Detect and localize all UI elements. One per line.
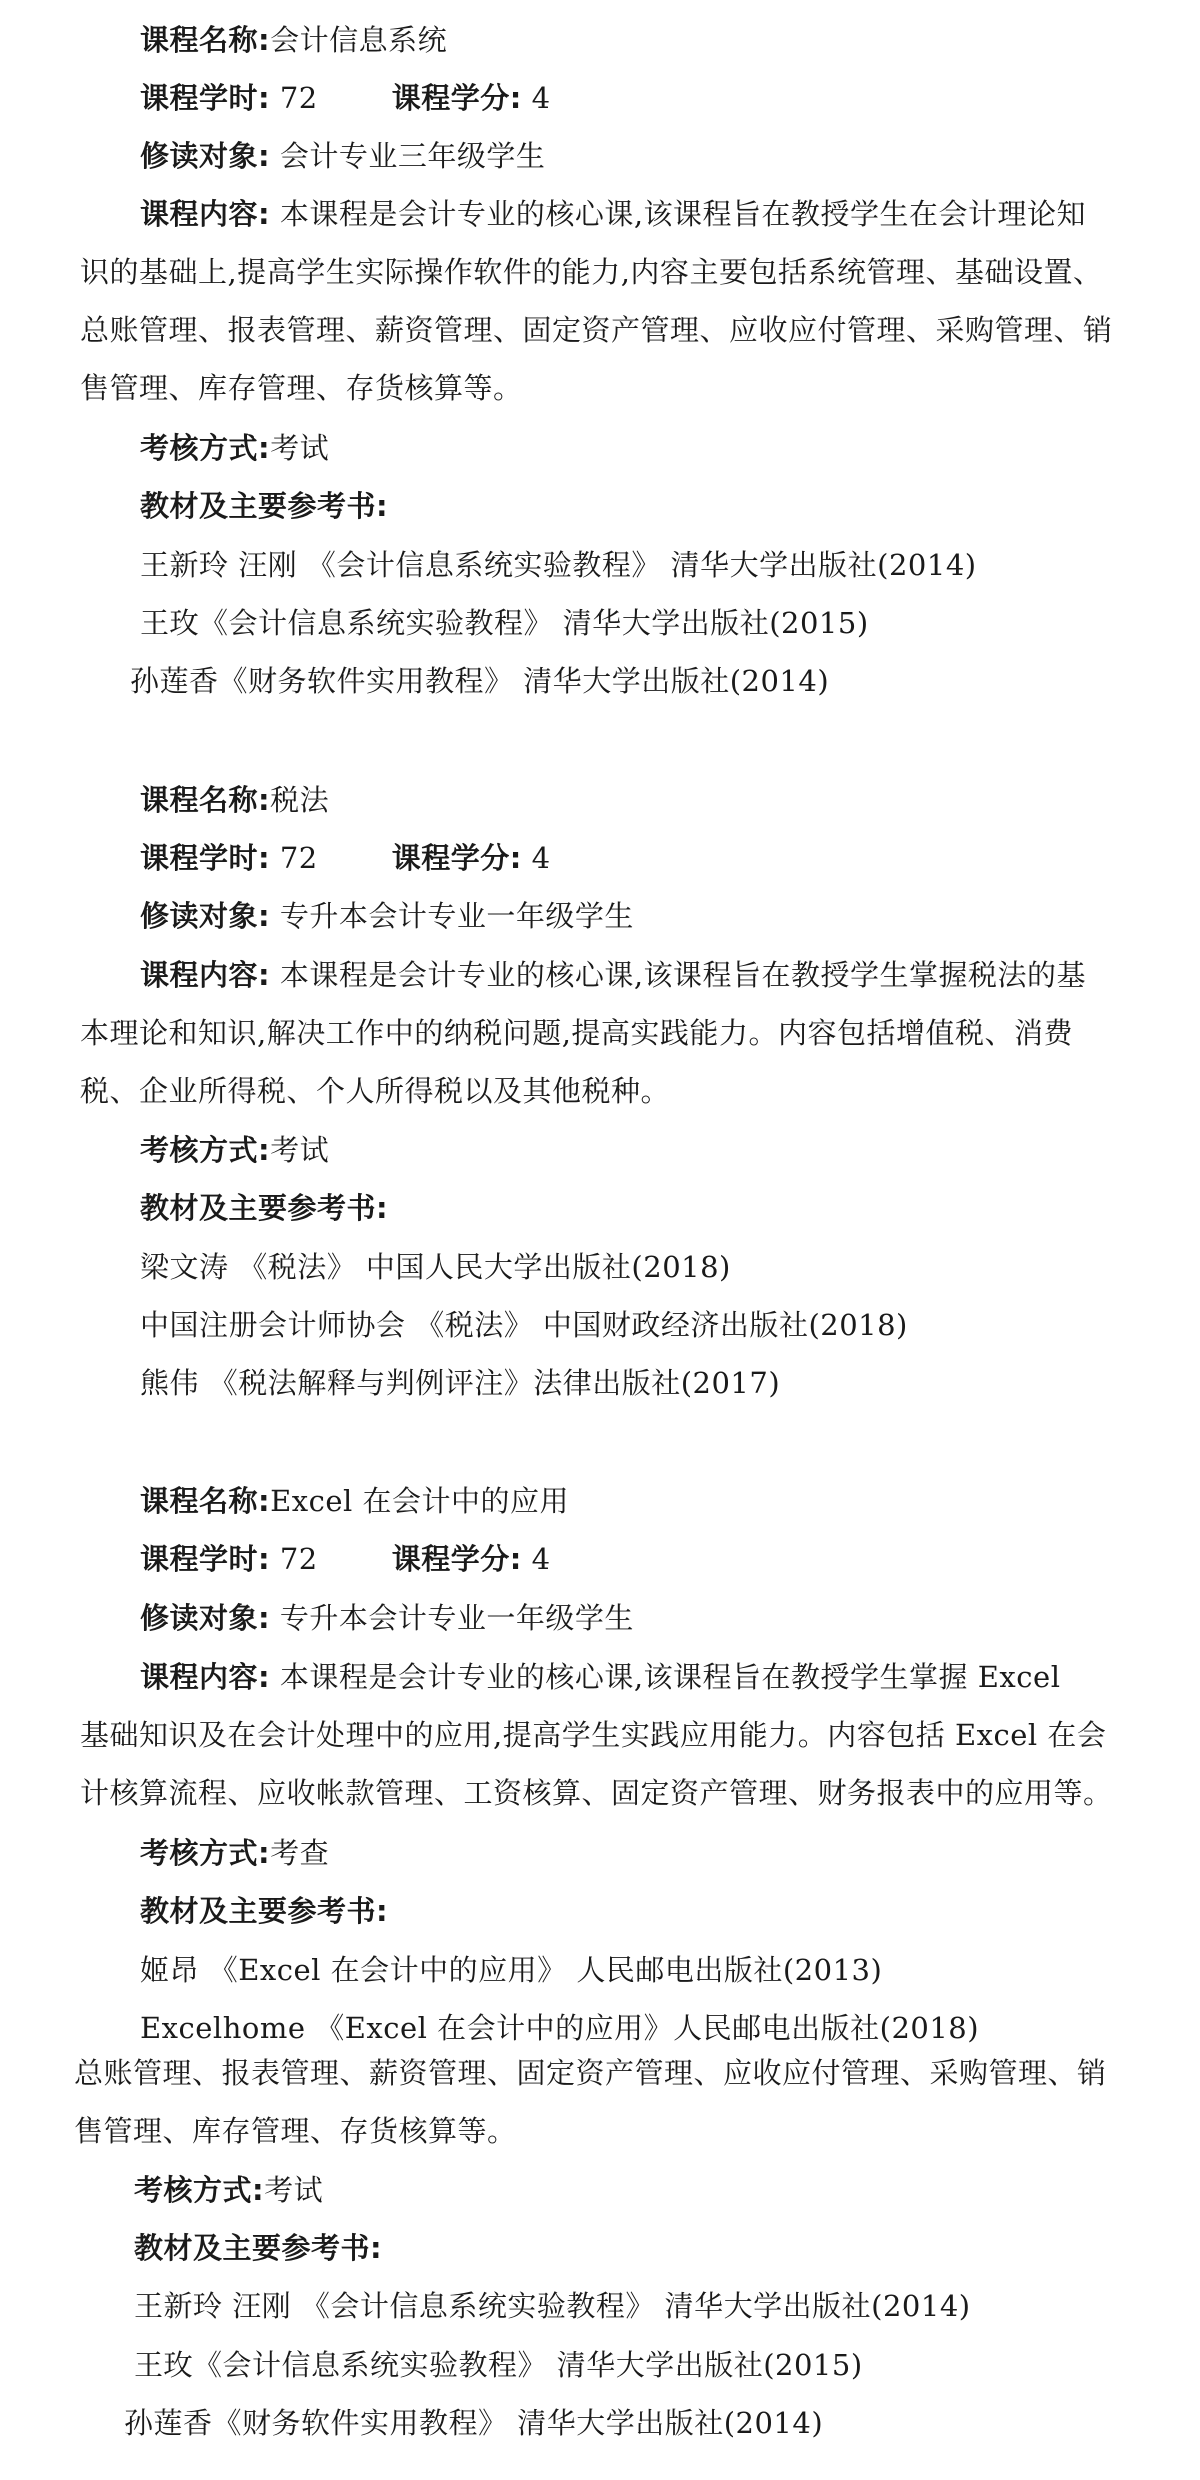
course-target-line: [140, 1601, 634, 1635]
course-hours-label: 课程学时:: [140, 841, 271, 875]
course-target: 会计专业三年级学生: [279, 139, 546, 173]
course-assessment: 考试: [270, 1133, 330, 1167]
course-hours-line: [140, 1542, 551, 1576]
course-content-label: 课程内容:: [140, 958, 271, 992]
fragment-content: [74, 2044, 1107, 2160]
course-hours-line: [140, 81, 551, 115]
course-name-line: [140, 783, 330, 817]
fragment-assessment-label: 考核方式:: [134, 2173, 265, 2207]
course-content-label: 课程内容:: [140, 1660, 271, 1694]
course-assessment-line: [140, 1836, 330, 1870]
course-assessment-line: [140, 1133, 330, 1167]
course-credits-label: 课程学分:: [391, 81, 522, 115]
fragment-content-line: 售管理、库存管理、存货核算等。: [74, 2114, 517, 2148]
course-credits: 4: [531, 81, 551, 115]
course-content-line: 识的基础上,提高学生实际操作软件的能力,内容主要包括系统管理、基础设置、: [80, 255, 1103, 289]
course-assessment-line: [140, 431, 330, 465]
course-books-label: 教材及主要参考书:: [140, 1894, 389, 1928]
course-assessment-label: 考核方式:: [140, 431, 271, 465]
course-content-line: 税、企业所得税、个人所得税以及其他税种。: [80, 1074, 671, 1108]
course-target: 专升本会计专业一年级学生: [279, 1601, 634, 1635]
course-name: 会计信息系统: [270, 23, 448, 57]
course-hours: 72: [279, 841, 318, 875]
course-book-item: 王新玲 汪刚 《会计信息系统实验教程》 清华大学出版社(2014): [140, 548, 977, 582]
course-content-line: 计核算流程、应收帐款管理、工资核算、固定资产管理、财务报表中的应用等。: [80, 1776, 1113, 1810]
course-assessment: 考查: [270, 1836, 330, 1870]
course-target-label: 修读对象:: [140, 1601, 271, 1635]
fragment-content-line: 总账管理、报表管理、薪资管理、固定资产管理、应收应付管理、采购管理、销: [74, 2056, 1107, 2090]
course-books-heading: [140, 1894, 389, 1928]
fragment-books-heading: [134, 2231, 383, 2265]
course-name-label: 课程名称:: [140, 1484, 271, 1518]
course-credits: 4: [531, 1542, 551, 1576]
fragment-book-item: 王玫《会计信息系统实验教程》 清华大学出版社(2015): [134, 2348, 863, 2382]
course-content-line: 基础知识及在会计处理中的应用,提高学生实践应用能力。内容包括 Excel 在会: [80, 1718, 1107, 1752]
course-name: Excel 在会计中的应用: [270, 1484, 570, 1518]
course-name-line: [140, 23, 448, 57]
course-name: 税法: [270, 783, 330, 817]
course-assessment-label: 考核方式:: [140, 1836, 271, 1870]
course-target-label: 修读对象:: [140, 899, 271, 933]
course-books-heading: [140, 1191, 389, 1225]
course-book-item: 孙莲香《财务软件实用教程》 清华大学出版社(2014): [130, 664, 830, 698]
course-assessment: 考试: [270, 431, 330, 465]
course-target-label: 修读对象:: [140, 139, 271, 173]
course-book-item: 中国注册会计师协会 《税法》 中国财政经济出版社(2018): [140, 1308, 908, 1342]
course-credits-label: 课程学分:: [391, 841, 522, 875]
course-name-line: [140, 1484, 570, 1518]
course-target: 专升本会计专业一年级学生: [279, 899, 634, 933]
course-content: [80, 185, 1113, 417]
course-content-line: 本课程是会计专业的核心课,该课程旨在教授学生掌握税法的基: [279, 958, 1087, 992]
course-name-label: 课程名称:: [140, 23, 271, 57]
course-target-line: [140, 899, 634, 933]
course-content-line: 售管理、库存管理、存货核算等。: [80, 371, 523, 405]
course-books-label: 教材及主要参考书:: [140, 489, 389, 523]
course-book-item: 梁文涛 《税法》 中国人民大学出版社(2018): [140, 1250, 731, 1284]
course-book-item: 王玫《会计信息系统实验教程》 清华大学出版社(2015): [140, 606, 869, 640]
fragment-assessment: 考试: [264, 2173, 324, 2207]
course-credits-label: 课程学分:: [391, 1542, 522, 1576]
course-hours: 72: [279, 81, 318, 115]
course-hours-label: 课程学时:: [140, 81, 271, 115]
fragment-books-label: 教材及主要参考书:: [134, 2231, 383, 2265]
course-content-label: 课程内容:: [140, 197, 271, 231]
course-hours-label: 课程学时:: [140, 1542, 271, 1576]
course-assessment-label: 考核方式:: [140, 1133, 271, 1167]
course-hours-line: [140, 841, 551, 875]
course-content-line: 本理论和知识,解决工作中的纳税问题,提高实践能力。内容包括增值税、消费: [80, 1016, 1073, 1050]
course-content: [80, 1648, 1113, 1822]
course-name-label: 课程名称:: [140, 783, 271, 817]
course-books-heading: [140, 489, 389, 523]
fragment-assessment-line: [134, 2173, 324, 2207]
course-content-line: 本课程是会计专业的核心课,该课程旨在教授学生在会计理论知: [279, 197, 1087, 231]
course-content-line: 本课程是会计专业的核心课,该课程旨在教授学生掌握 Excel: [279, 1660, 1061, 1694]
course-content: [80, 946, 1086, 1120]
course-content-line: 总账管理、报表管理、薪资管理、固定资产管理、应收应付管理、采购管理、销: [80, 313, 1113, 347]
course-book-item: 熊伟 《税法解释与判例评注》法律出版社(2017): [140, 1366, 781, 1400]
course-book-item: Excelhome 《Excel 在会计中的应用》人民邮电出版社(2018): [140, 2011, 980, 2045]
course-target-line: [140, 139, 546, 173]
course-book-item: 姬昂 《Excel 在会计中的应用》 人民邮电出版社(2013): [140, 1953, 883, 1987]
course-hours: 72: [279, 1542, 318, 1576]
fragment-book-item: 王新玲 汪刚 《会计信息系统实验教程》 清华大学出版社(2014): [134, 2289, 971, 2323]
course-credits: 4: [531, 841, 551, 875]
course-books-label: 教材及主要参考书:: [140, 1191, 389, 1225]
fragment-book-item: 孙莲香《财务软件实用教程》 清华大学出版社(2014): [124, 2406, 824, 2440]
